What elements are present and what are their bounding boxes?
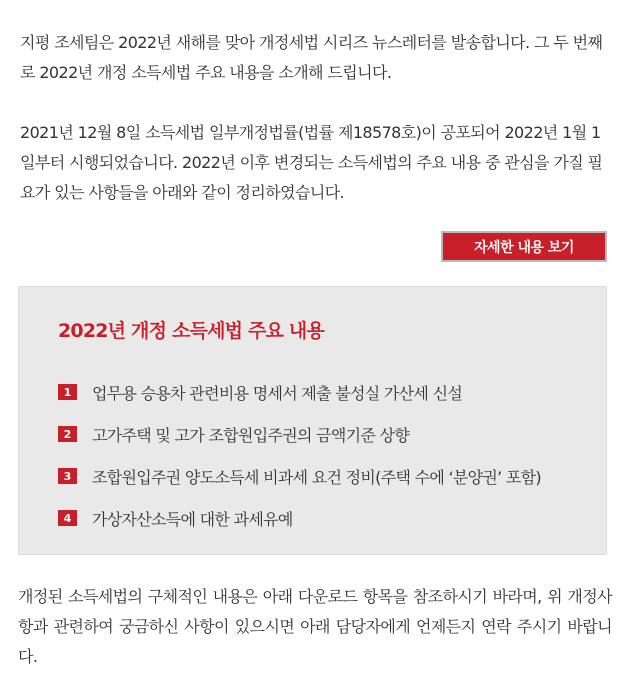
list-item-text: 고가주택 및 고가 조합원입주권의 금액기준 상향 <box>92 425 410 445</box>
intro-paragraph-1: 지평 조세팀은 2022년 새해를 맞아 개정세법 시리즈 뉴스레터를 발송합니다. 그 두 번째로 2022년 개정 소득세법 주요 내용을 소개해 드립니다. <box>20 33 603 82</box>
summary-list <box>58 371 541 539</box>
list-item <box>58 413 541 455</box>
summary-title: 2022년 개정 소득세법 주요 내용 <box>58 320 325 342</box>
number-badge: 3 <box>58 468 77 484</box>
list-item <box>58 455 541 497</box>
list-item-text: 업무용 승용차 관련비용 명세서 제출 불성실 가산세 신설 <box>92 383 463 403</box>
view-details-button[interactable]: 자세한 내용 보기 <box>441 231 607 262</box>
summary-box <box>18 286 607 555</box>
number-badge: 4 <box>58 510 77 526</box>
list-item-text: 조합원입주권 양도소득세 비과세 요건 정비(주택 수에 ‘분양권’ 포함) <box>92 467 541 487</box>
number-badge: 1 <box>58 384 77 400</box>
number-badge: 2 <box>58 426 77 442</box>
list-item <box>58 497 541 539</box>
list-item <box>58 371 541 413</box>
list-item-text: 가상자산소득에 대한 과세유예 <box>92 509 293 529</box>
outro-paragraph: 개정된 소득세법의 구체적인 내용은 아래 다운로드 항목을 참조하시기 바라며, 위 개정사항과 관련하여 궁금하신 사항이 있으시면 아래 담당자에게 언제든지 연락 주시기 바랍니다. <box>18 587 612 666</box>
intro-paragraph-2: 2021년 12월 8일 소득세법 일부개정법률(법률 제18578호)이 공포되어 2022년 1월 1일부터 시행되었습니다. 2022년 이후 변경되는 소득세법의 주요 내용 중 관심을 가질 필요가 있는 사항들을 아래와 같이 정리하였습니다. <box>20 123 603 202</box>
